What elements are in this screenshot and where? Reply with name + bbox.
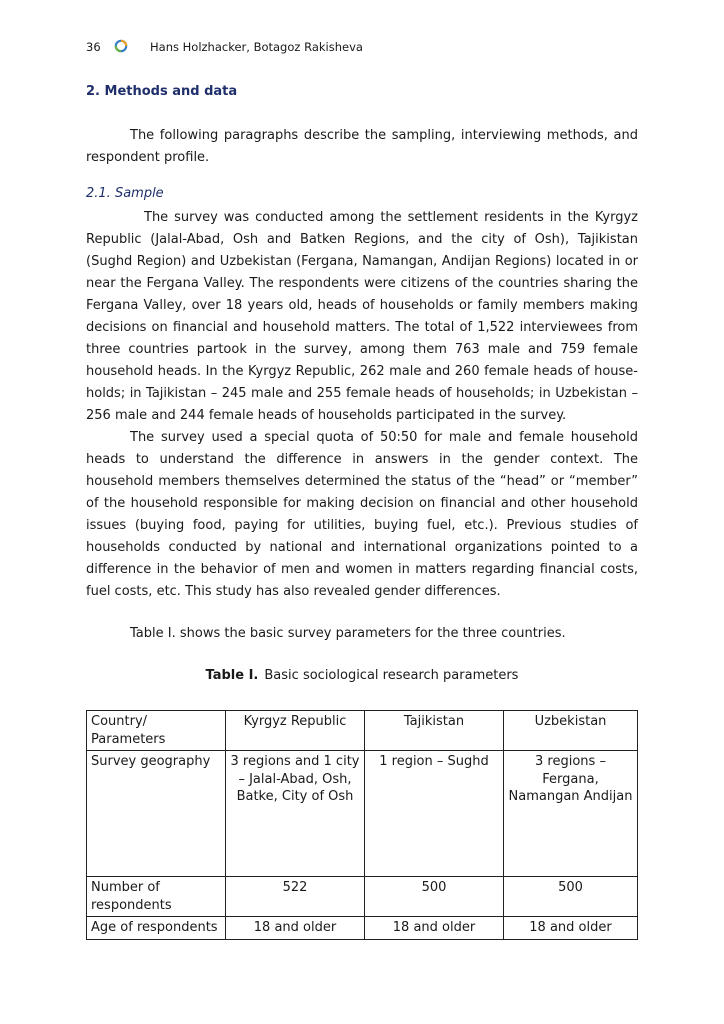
header-authors: Hans Holzhacker, Botagoz Rakisheva <box>150 40 363 54</box>
table-cell: 500 <box>365 877 504 917</box>
circle-logo-icon <box>114 39 128 53</box>
table-cell: 18 and older <box>365 917 504 940</box>
table-header-cell: Tajikistan <box>365 711 504 751</box>
table-cell: 3 regions – Fergana, Namangan Andijan <box>504 751 638 877</box>
parameters-table <box>86 710 638 940</box>
table-header-cell: Kyrgyz Republic <box>226 711 365 751</box>
table-cell: Age of respondents <box>87 917 226 940</box>
table-header-cell: Uzbekistan <box>504 711 638 751</box>
table-cell: Number of respondents <box>87 877 226 917</box>
table-cell: Survey geography <box>87 751 226 877</box>
table-cell: 522 <box>226 877 365 917</box>
sample-paragraph: The survey was conducted among the settlement residents in the Kyrgyz Republic (Jalal-Abad, Osh and Batken Regions, and the city of Osh), Tajikistan (Sughd Region) and Uzbekistan (Fergana, Namangan, Andijan Regions) located in or near the Fergana Valley. The respondents were citizens of the countries sharing the Fergana Valley, over 18 years old, heads of households or family members making decisions on financial and household matters. The total of 1,522 interviewees from three countries partook in the survey, among them 763 male and 759 female household heads. In the Kyrgyz Republic, 262 male and 260 female heads of house-holds; in Tajikistan – 245 male and 255 female heads of households; in Uzbekistan – 256 male and 244 female heads of households participated in the survey. <box>86 210 638 423</box>
table-row <box>87 751 638 877</box>
page-header <box>86 38 638 58</box>
table-intro-paragraph: Table I. shows the basic survey parameters for the three countries. <box>130 626 566 641</box>
intro-paragraph: The following paragraphs describe the sampling, interviewing methods, and respondent profile. <box>86 128 638 165</box>
table-cell: 1 region – Sughd <box>365 751 504 877</box>
table-caption <box>86 668 638 683</box>
quota-paragraph: The survey used a special quota of 50:50 for male and female household heads to understand the difference in answers in the gender context. The household members themselves determined the status of the “head” or “member” of the household responsible for making decision on financial and other household issues (buying food, paying for utilities, buying fuel, etc.). Previous studies of households conducted by national and international organizations pointed to a difference in the behavior of men and women in matters regarding financial costs, fuel costs, etc. This study has also revealed gender differences. <box>86 430 638 599</box>
table-row <box>87 877 638 917</box>
subsection-heading: 2.1. Sample <box>86 186 164 201</box>
table-cell: 18 and older <box>504 917 638 940</box>
table-caption-text: Basic sociological research parameters <box>264 668 519 683</box>
table-cell: 500 <box>504 877 638 917</box>
table-cell: 3 regions and 1 city – Jalal-Abad, Osh, Batke, City of Osh <box>226 751 365 877</box>
table-header-cell: Country/ Parameters <box>87 711 226 751</box>
section-heading: 2. Methods and data <box>86 84 238 99</box>
table-header-row <box>87 711 638 751</box>
page-number: 36 <box>86 40 101 54</box>
table-caption-label: Table I. <box>205 668 259 683</box>
table-row <box>87 917 638 940</box>
table-cell: 18 and older <box>226 917 365 940</box>
